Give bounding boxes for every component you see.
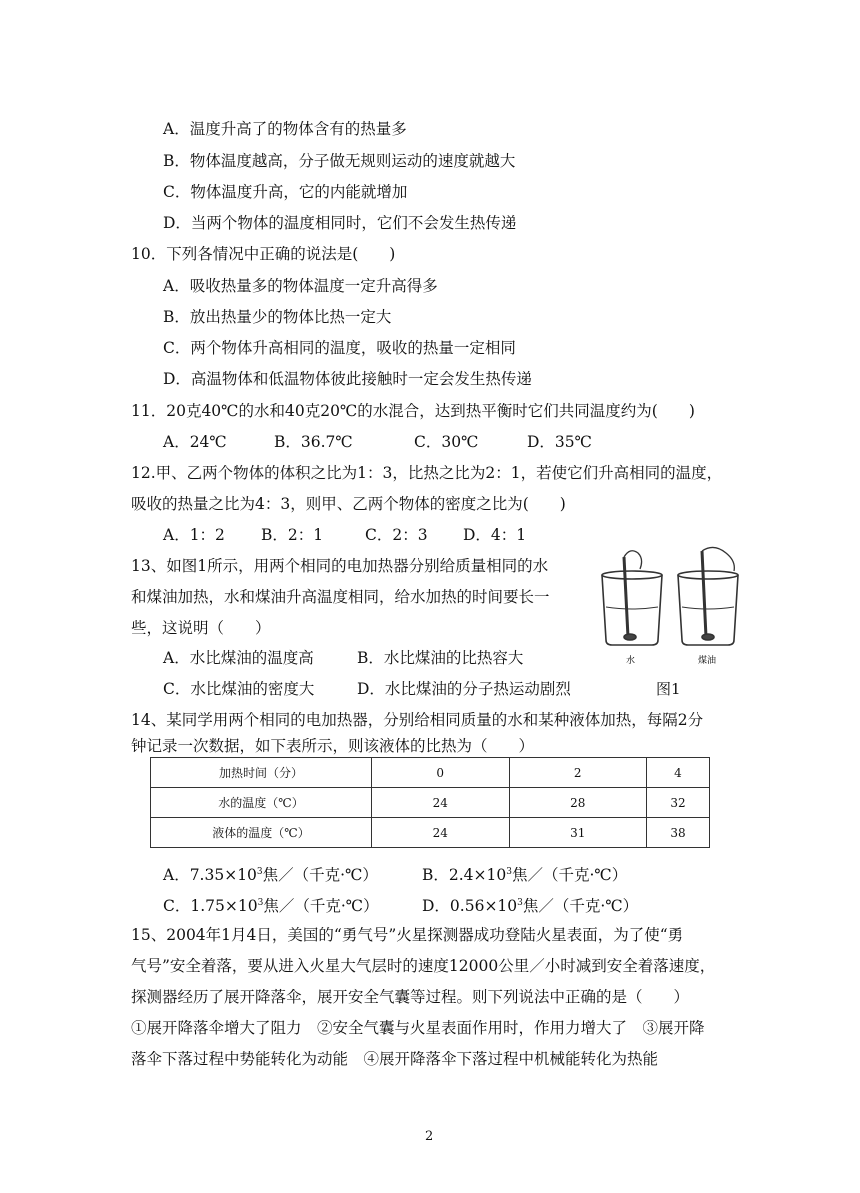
table-cell: 32 xyxy=(647,788,710,818)
q11-option-c: C．30℃ xyxy=(414,433,479,451)
q14-option-c xyxy=(163,893,379,916)
q11-option-d: D．35℃ xyxy=(527,433,592,451)
q9-option-b: B．物体温度越高，分子做无规则运动的速度就越大 xyxy=(163,152,516,170)
table-cell: 24 xyxy=(372,818,510,848)
q12-option-d: D．4：1 xyxy=(463,526,527,544)
q13-option-c: C．水比煤油的密度大 xyxy=(163,680,315,698)
q10-option-c: C．两个物体升高相同的温度，吸收的热量一定相同 xyxy=(163,339,516,357)
q14-option-a-sup: 3 xyxy=(256,867,263,877)
q15-line5: 落伞下落过程中势能转化为动能 ④展开降落伞下落过程中机械能转化为热能 xyxy=(131,1050,659,1068)
q13-line3: 些，这说明（ ） xyxy=(131,619,271,637)
q14-option-b-pre: B．2.4×10 xyxy=(422,866,507,885)
q14-line1: 14、某同学用两个相同的电加热器，分别给相同质量的水和某种液体加热，每隔2分 xyxy=(131,711,704,729)
q9-option-a: A．温度升高了的物体含有的热量多 xyxy=(163,120,407,138)
q12-option-a: A．1：2 xyxy=(163,526,225,544)
figure-caption: 图1 xyxy=(656,680,681,698)
table-cell: 2 xyxy=(509,758,647,788)
q11-option-a: A．24℃ xyxy=(163,433,227,451)
q15-line2: 气号”安全着落，要从进入火星大气层时的速度12000公里／小时减到安全着落速度， xyxy=(131,957,716,975)
q14-option-a-post: 焦／（千克·℃） xyxy=(262,866,378,885)
q11-stem: 11．20克40℃的水和40克20℃的水混合，达到热平衡时它们共同温度约为( ) xyxy=(131,402,695,420)
table-cell: 38 xyxy=(647,818,710,848)
q10-option-d: D．高温物体和低温物体彼此接触时一定会发生热传递 xyxy=(163,370,532,388)
q11-option-b: B．36.7℃ xyxy=(274,433,353,451)
table-cell: 加热时间（分） xyxy=(151,758,372,788)
q10-option-b: B．放出热量少的物体比热一定大 xyxy=(163,308,392,326)
q13-option-b: B．水比煤油的比热容大 xyxy=(357,649,524,667)
q14-line2: 钟记录一次数据，如下表所示，则该液体的比热为（ ） xyxy=(131,737,535,755)
table-cell: 28 xyxy=(509,788,647,818)
table-row xyxy=(151,818,710,848)
table-cell: 液体的温度（℃） xyxy=(151,818,372,848)
water-label: 水 xyxy=(626,656,636,666)
q14-option-c-sup: 3 xyxy=(257,898,264,908)
table-cell: 24 xyxy=(372,788,510,818)
kerosene-label: 煤油 xyxy=(698,656,717,666)
q14-option-d-sup: 3 xyxy=(517,898,523,908)
table-row xyxy=(151,758,710,788)
q12-option-c: C．2：3 xyxy=(365,526,428,544)
data-table xyxy=(150,757,710,848)
q14-option-d-post: 焦／（千克·℃） xyxy=(522,897,639,916)
table-cell: 4 xyxy=(647,758,710,788)
beakers-figure xyxy=(594,545,744,670)
q14-option-b xyxy=(422,862,627,885)
q15-line1: 15、2004年1月4日，美国的“勇气号”火星探测器成功登陆火星表面，为了使“勇 xyxy=(131,926,684,944)
q14-option-c-pre: C．1.75×10 xyxy=(163,897,258,916)
q13-line1: 13、如图1所示，用两个相同的电加热器分别给质量相同的水 xyxy=(131,557,549,575)
q15-line3: 探测器经历了展开降落伞，展开安全气囊等过程。则下列说法中正确的是（ ） xyxy=(131,988,690,1006)
q14-option-b-post: 焦／（千克·℃） xyxy=(512,866,628,885)
table-cell: 0 xyxy=(372,758,510,788)
q9-option-c: C．物体温度升高，它的内能就增加 xyxy=(163,183,408,201)
q14-option-d xyxy=(422,893,638,916)
table-row xyxy=(151,788,710,818)
q14-option-a-pre: A．7.35×10 xyxy=(163,866,257,885)
page-number: 2 xyxy=(425,1129,434,1144)
q14-option-c-post: 焦／（千克·℃） xyxy=(263,897,379,916)
q14-option-a xyxy=(163,862,378,885)
q12-stem-line1: 12.甲、乙两个物体的体积之比为1：3，比热之比为2：1，若使它们升高相同的温度， xyxy=(131,464,723,482)
table-cell: 水的温度（℃） xyxy=(151,788,372,818)
q12-stem-line2: 吸收的热量之比为4：3，则甲、乙两个物体的密度之比为( ) xyxy=(131,495,566,513)
q13-line2: 和煤油加热，水和煤油升高温度相同，给水加热的时间要长一 xyxy=(131,588,550,606)
q15-line4: ①展开降落伞增大了阻力 ②安全气囊与火星表面作用时，作用力增大了 ③展开降 xyxy=(131,1019,705,1037)
q14-option-d-pre: D．0.56×10 xyxy=(422,897,518,916)
q10-stem: 10．下列各情况中正确的说法是( ) xyxy=(131,245,396,263)
table-cell: 31 xyxy=(509,818,647,848)
q10-option-a: A．吸收热量多的物体温度一定升高得多 xyxy=(163,277,438,295)
q9-option-d: D．当两个物体的温度相同时，它们不会发生热传递 xyxy=(163,214,517,232)
q14-option-b-sup: 3 xyxy=(506,867,512,877)
q13-option-d: D．水比煤油的分子热运动剧烈 xyxy=(357,680,571,698)
q12-option-b: B．2：1 xyxy=(261,526,324,544)
q13-option-a: A．水比煤油的温度高 xyxy=(163,649,314,667)
